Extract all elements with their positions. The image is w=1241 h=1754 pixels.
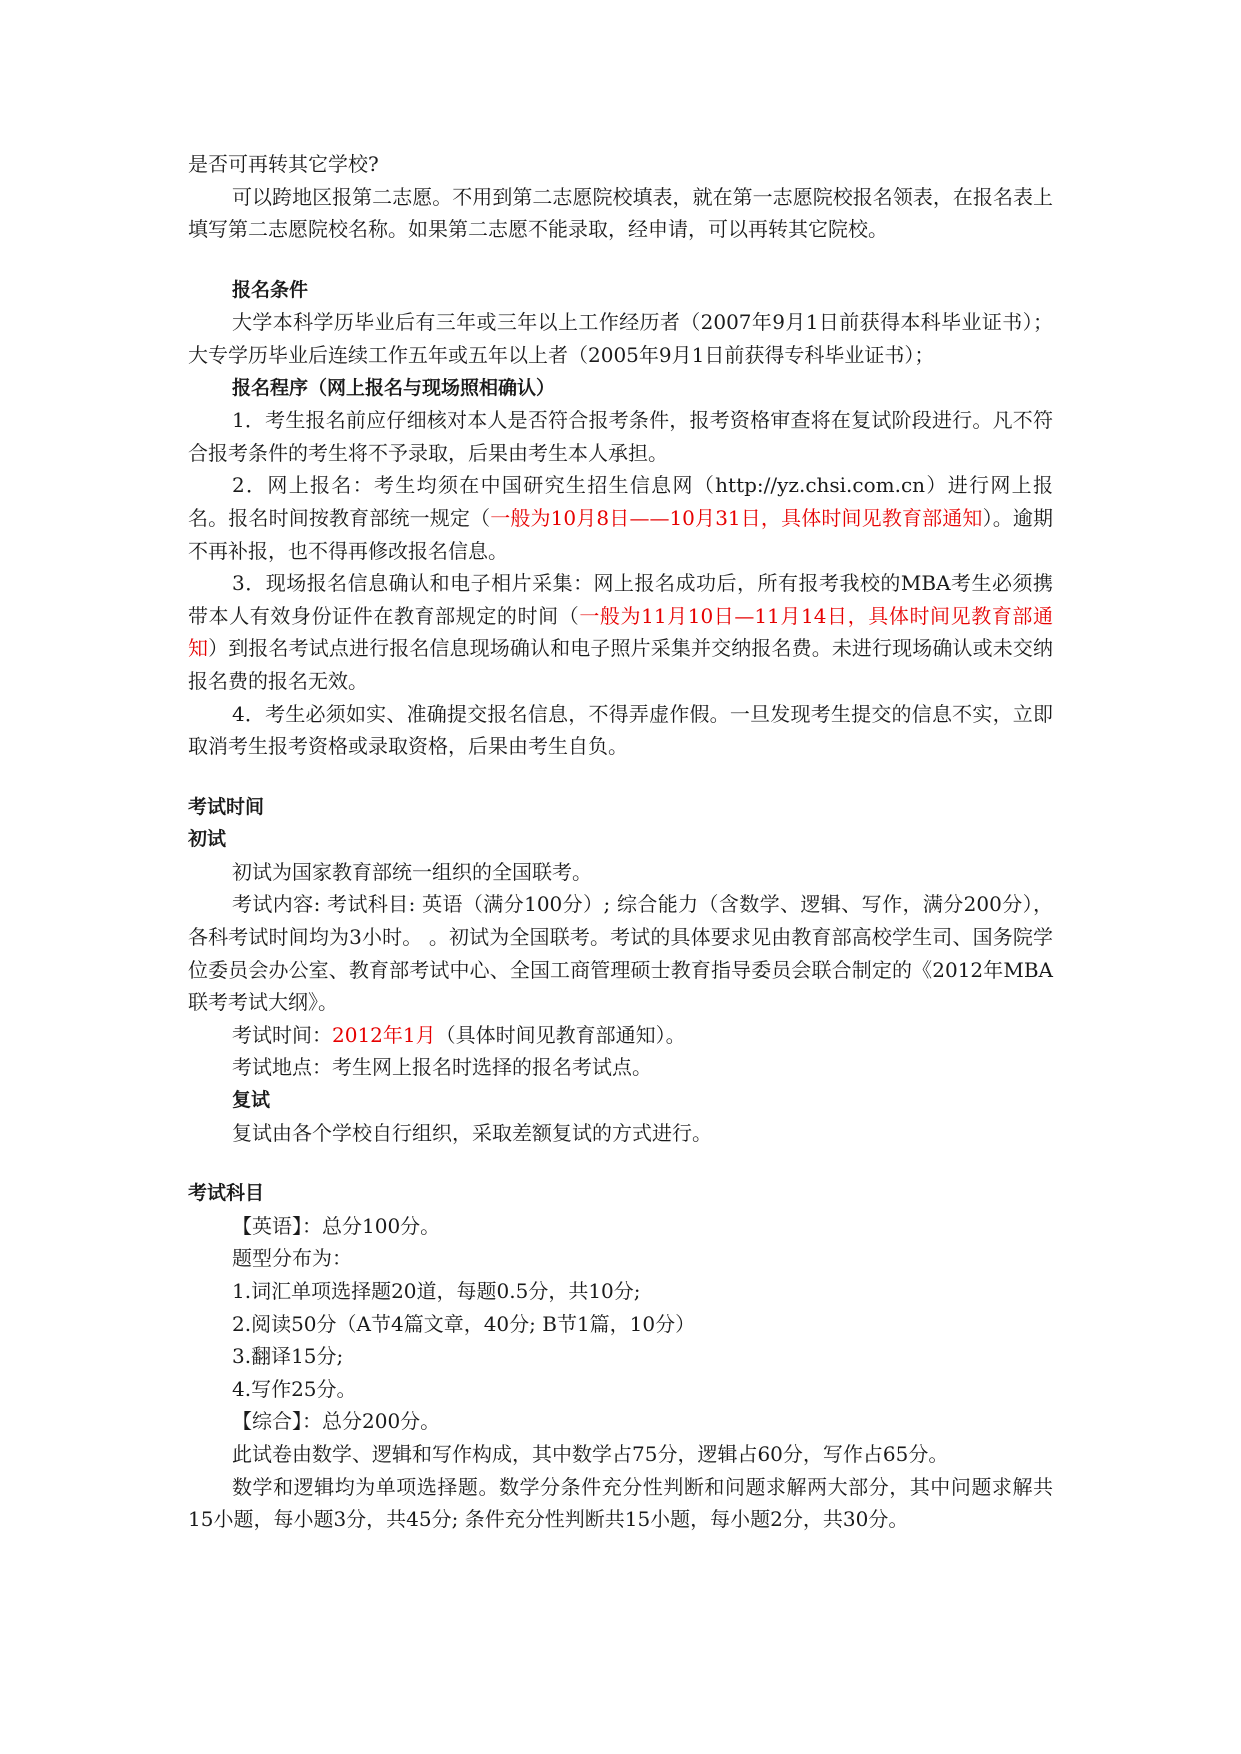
first-exam-content: 考试内容: 考试科目: 英语（满分100分）; 综合能力（含数学、逻辑、写作，满分200分），各科考试时间均为3小时。 。初试为全国联考。考试的具体要求见由教育部高校学生司、国务院学位委员会办公室、教育部考试中心、全国工商管理硕士教育指导委员会联合制定的《2012年MBA联考考试大纲》。 — [188, 892, 1053, 1015]
procedure-heading: 报名程序（网上报名与现场照相确认） — [232, 376, 556, 399]
first-exam-intro: 初试为国家教育部统一组织的全国联考。 — [232, 859, 592, 884]
english-item-3: 3.翻译15分; — [232, 1344, 344, 1369]
english-item-1: 1.词汇单项选择题20道，每题0.5分，共10分; — [232, 1279, 641, 1303]
exam-place-line: 考试地点：考生网上报名时选择的报名考试点。 — [232, 1055, 652, 1080]
intro-question: 是否可再转其它学校? — [188, 152, 379, 176]
conditions-text: 大学本科学历毕业后有三年或三年以上工作经历者（2007年9月1日前获得本科毕业证书）；大专学历毕业后连续工作五年或五年以上者（2005年9月1日前获得专科毕业证书）； — [188, 310, 1053, 367]
english-item-2: 2.阅读50分（A节4篇文章，40分; B节1篇，10分） — [232, 1311, 696, 1336]
procedure-item-2: 2．网上报名：考生均须在中国研究生招生信息网（http://yz.chsi.com.cn）进行网上报名。报名时间按教育部统一规定（一般为10月8日——10月31日，具体时间见教育部通知）。逾期不再补报，也不得再修改报名信息。 — [188, 473, 1054, 563]
second-exam-text: 复试由各个学校自行组织，采取差额复试的方式进行。 — [232, 1120, 712, 1145]
conditions-heading: 报名条件 — [232, 278, 309, 301]
english-total: 【英语】：总分100分。 — [232, 1213, 441, 1238]
exam-date: 2012年1月 — [332, 1022, 436, 1047]
second-exam-heading: 复试 — [232, 1089, 271, 1112]
document-body — [188, 148, 1053, 1536]
procedure-item-4: 4．考生必须如实、准确提交报名信息，不得弄虚作假。一旦发现考生提交的信息不实，立即取消考生报考资格或录取资格，后果由考生自负。 — [188, 701, 1053, 759]
procedure-item-3: 3．现场报名信息确认和电子相片采集：网上报名成功后，所有报考我校的MBA考生必须携带本人有效身份证件在教育部规定的时间（一般为11月10日—11月14日，具体时间见教育部通知）到报名考试点进行报名信息现场确认和电子照片采集并交纳报名费。未进行现场确认或未交纳报名费的报名无效。 — [188, 571, 1054, 693]
comprehensive-math-logic: 数学和逻辑均为单项选择题。数学分条件充分性判断和问题求解两大部分，其中问题求解共15小题，每小题3分，共45分; 条件充分性判断共15小题，每小题2分，共30分。 — [188, 1474, 1053, 1532]
exam-time-line: 考试时间：2012年1月（具体时间见教育部通知）。 — [232, 1022, 686, 1047]
intro-paragraph: 可以跨地区报第二志愿。不用到第二志愿院校填表，就在第一志愿院校报名领表，在报名表上填写第二志愿院校名称。如果第二志愿不能录取，经申请，可以再转其它院校。 — [188, 184, 1053, 242]
subjects-heading: 考试科目 — [188, 1182, 265, 1205]
procedure-item-1: 1．考生报名前应仔细核对本人是否符合报考条件，报考资格审查将在复试阶段进行。凡不符合报考条件的考生将不予录取，后果由考生本人承担。 — [188, 408, 1053, 465]
exam-time-heading: 考试时间 — [188, 795, 265, 818]
first-exam-heading: 初试 — [188, 828, 227, 851]
registration-period-note: 一般为10月8日——10月31日，具体时间见教育部通知 — [490, 505, 983, 530]
english-distribution-label: 题型分布为： — [232, 1246, 352, 1271]
comprehensive-total: 【综合】：总分200分。 — [232, 1409, 441, 1434]
comprehensive-composition: 此试卷由数学、逻辑和写作构成，其中数学占75分，逻辑占60分，写作占65分。 — [232, 1441, 949, 1466]
english-item-4: 4.写作25分。 — [232, 1376, 357, 1401]
confirmation-period-note: 一般为11月10日—11月14日，具体时间见教育部通知 — [188, 603, 1054, 661]
